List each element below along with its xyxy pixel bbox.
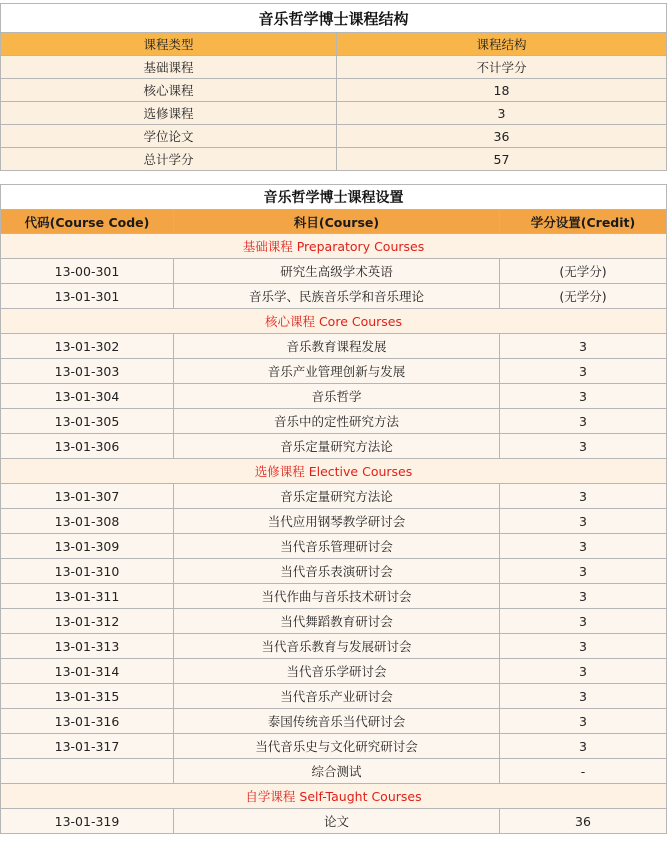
course-row: [1, 584, 667, 609]
column-header-course: 科目(Course): [174, 210, 500, 234]
column-header-credit: 学分设置(Credit): [500, 210, 667, 234]
courses-header-row: [1, 210, 667, 234]
course-code-cell: 13-01-305: [1, 409, 174, 434]
course-credit-cell: (无学分): [500, 259, 667, 284]
structure-row: [1, 148, 667, 171]
course-code-cell: 13-01-301: [1, 284, 174, 309]
section-header-row: [1, 459, 667, 484]
column-header-course-type: 课程类型: [1, 33, 337, 56]
section-label: 选修课程 Elective Courses: [1, 459, 667, 484]
course-code-cell: 13-01-309: [1, 534, 174, 559]
course-listing-table: [0, 184, 667, 834]
course-name-cell: 音乐产业管理创新与发展: [174, 359, 500, 384]
course-row: [1, 609, 667, 634]
course-code-cell: 13-01-310: [1, 559, 174, 584]
course-credit-cell: (无学分): [500, 284, 667, 309]
course-row: [1, 434, 667, 459]
course-name-cell: 当代音乐管理研讨会: [174, 534, 500, 559]
structure-row: [1, 102, 667, 125]
course-row: [1, 484, 667, 509]
course-credit-cell: 3: [500, 684, 667, 709]
course-code-cell: 13-01-306: [1, 434, 174, 459]
course-credit-cell: -: [500, 759, 667, 784]
course-name-cell: 论文: [174, 809, 500, 834]
column-header-course-structure: 课程结构: [337, 33, 667, 56]
structure-row: [1, 56, 667, 79]
course-name-cell: 当代音乐产业研讨会: [174, 684, 500, 709]
section-header-row: [1, 309, 667, 334]
course-structure-cell: 不计学分: [337, 56, 667, 79]
course-code-cell: 13-01-317: [1, 734, 174, 759]
course-code-cell: 13-01-303: [1, 359, 174, 384]
course-row: [1, 409, 667, 434]
course-row: [1, 684, 667, 709]
course-code-cell: 13-01-312: [1, 609, 174, 634]
structure-header-row: [1, 33, 667, 56]
course-name-cell: 音乐定量研究方法论: [174, 434, 500, 459]
course-code-cell: 13-01-316: [1, 709, 174, 734]
course-code-cell: 13-01-308: [1, 509, 174, 534]
course-row: [1, 709, 667, 734]
course-structure-cell: 36: [337, 125, 667, 148]
course-credit-cell: 3: [500, 659, 667, 684]
course-row: [1, 559, 667, 584]
course-row: [1, 284, 667, 309]
course-code-cell: [1, 759, 174, 784]
course-row: [1, 734, 667, 759]
course-credit-cell: 3: [500, 334, 667, 359]
course-credit-cell: 3: [500, 434, 667, 459]
course-name-cell: 当代舞蹈教育研讨会: [174, 609, 500, 634]
course-credit-cell: 3: [500, 484, 667, 509]
course-structure-cell: 3: [337, 102, 667, 125]
course-credit-cell: 3: [500, 559, 667, 584]
course-name-cell: 当代作曲与音乐技术研讨会: [174, 584, 500, 609]
course-type-cell: 基础课程: [1, 56, 337, 79]
course-type-cell: 学位论文: [1, 125, 337, 148]
course-name-cell: 综合测试: [174, 759, 500, 784]
course-code-cell: 13-01-315: [1, 684, 174, 709]
course-credit-cell: 3: [500, 609, 667, 634]
column-header-code: 代码(Course Code): [1, 210, 174, 234]
structure-row: [1, 125, 667, 148]
course-code-cell: 13-01-311: [1, 584, 174, 609]
course-credit-cell: 3: [500, 584, 667, 609]
course-code-cell: 13-01-313: [1, 634, 174, 659]
course-credit-cell: 3: [500, 709, 667, 734]
course-row: [1, 334, 667, 359]
course-structure-cell: 18: [337, 79, 667, 102]
course-row: [1, 359, 667, 384]
course-name-cell: 当代应用钢琴教学研讨会: [174, 509, 500, 534]
course-code-cell: 13-00-301: [1, 259, 174, 284]
course-row: [1, 259, 667, 284]
course-code-cell: 13-01-314: [1, 659, 174, 684]
section-label: 自学课程 Self-Taught Courses: [1, 784, 667, 809]
course-credit-cell: 3: [500, 384, 667, 409]
course-structure-cell: 57: [337, 148, 667, 171]
course-row: [1, 759, 667, 784]
course-code-cell: 13-01-304: [1, 384, 174, 409]
section-label: 核心课程 Core Courses: [1, 309, 667, 334]
course-name-cell: 音乐学、民族音乐学和音乐理论: [174, 284, 500, 309]
course-type-cell: 核心课程: [1, 79, 337, 102]
course-name-cell: 当代音乐表演研讨会: [174, 559, 500, 584]
courses-table-title: 音乐哲学博士课程设置: [1, 185, 667, 210]
course-name-cell: 当代音乐学研讨会: [174, 659, 500, 684]
course-name-cell: 泰国传统音乐当代研讨会: [174, 709, 500, 734]
course-name-cell: 音乐哲学: [174, 384, 500, 409]
course-name-cell: 当代音乐教育与发展研讨会: [174, 634, 500, 659]
course-row: [1, 384, 667, 409]
course-credit-cell: 36: [500, 809, 667, 834]
structure-table-title: 音乐哲学博士课程结构: [1, 4, 667, 33]
course-credit-cell: 3: [500, 359, 667, 384]
course-code-cell: 13-01-307: [1, 484, 174, 509]
course-name-cell: 研究生高级学术英语: [174, 259, 500, 284]
section-header-row: [1, 234, 667, 259]
course-credit-cell: 3: [500, 509, 667, 534]
course-row: [1, 534, 667, 559]
course-row: [1, 509, 667, 534]
course-name-cell: 音乐中的定性研究方法: [174, 409, 500, 434]
course-credit-cell: 3: [500, 409, 667, 434]
course-name-cell: 音乐教育课程发展: [174, 334, 500, 359]
course-credit-cell: 3: [500, 634, 667, 659]
course-type-cell: 总计学分: [1, 148, 337, 171]
course-row: [1, 634, 667, 659]
structure-row: [1, 79, 667, 102]
section-header-row: [1, 784, 667, 809]
course-row: [1, 809, 667, 834]
section-label: 基础课程 Preparatory Courses: [1, 234, 667, 259]
course-code-cell: 13-01-302: [1, 334, 174, 359]
course-code-cell: 13-01-319: [1, 809, 174, 834]
course-credit-cell: 3: [500, 734, 667, 759]
course-type-cell: 选修课程: [1, 102, 337, 125]
course-structure-table: [0, 3, 667, 171]
course-row: [1, 659, 667, 684]
course-name-cell: 当代音乐史与文化研究研讨会: [174, 734, 500, 759]
course-credit-cell: 3: [500, 534, 667, 559]
course-name-cell: 音乐定量研究方法论: [174, 484, 500, 509]
